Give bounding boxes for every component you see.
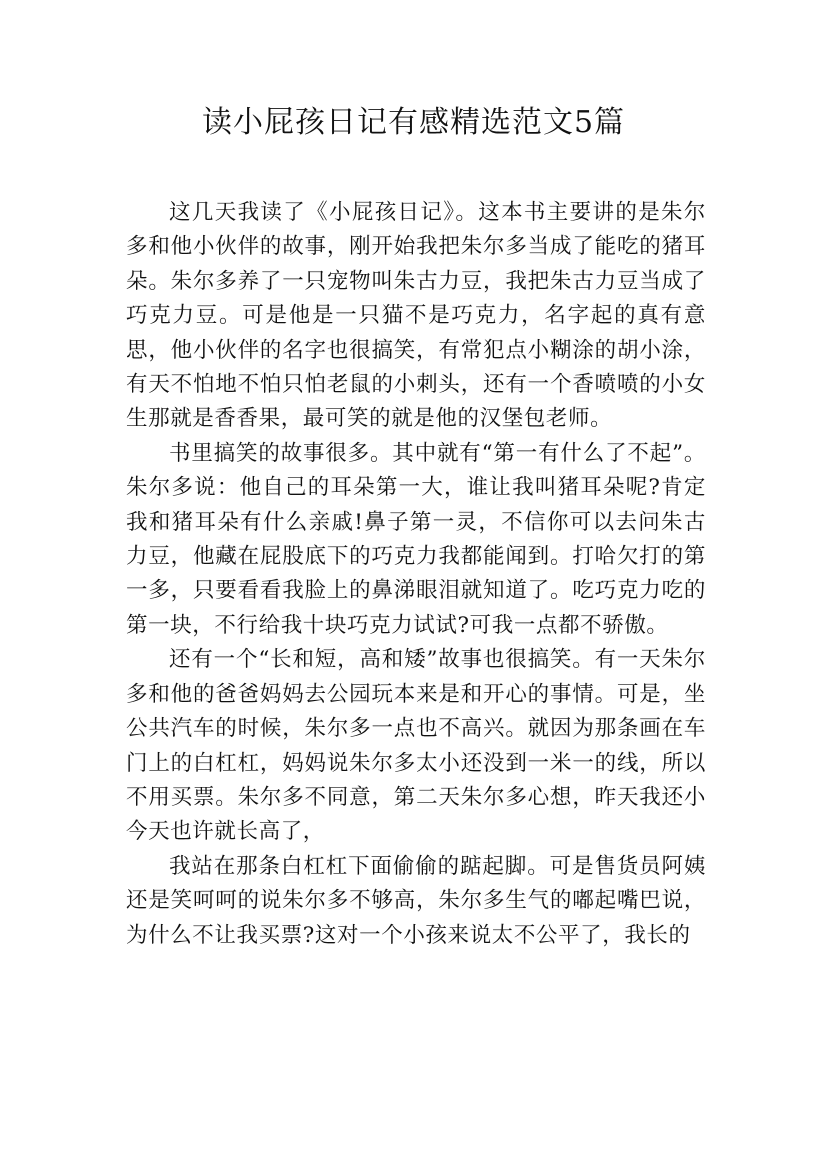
document-title: 读小屁孩日记有感精选范文5篇 (201, 105, 626, 140)
paragraph: 还有一个“长和短，高和矮”故事也很搞笑。有一天朱尔多和他的爸爸妈妈去公园玩本来是和开心的事情。可是，坐公共汽车的时候，朱尔多一点也不高兴。就因为那条画在车门上的白杠杠，妈妈说朱尔多太小还没到一米一的线，所以不用买票。朱尔多不同意，第二天朱尔多心想，昨天我还小今天也许就长高了， (126, 647, 706, 845)
paragraph: 这几天我读了《小屁孩日记》。这本书主要讲的是朱尔多和他小伙伴的故事，刚开始我把朱尔多当成了能吃的猪耳朵。朱尔多养了一只宠物叫朱古力豆，我把朱古力豆当成了巧克力豆。可是他是一只猫不是巧克力，名字起的真有意思，他小伙伴的名字也很搞笑，有常犯点小糊涂的胡小涂，有天不怕地不怕只怕老鼠的小刺头，还有一个香喷喷的小女生那就是香香果，最可笑的就是他的汉堡包老师。 (126, 200, 706, 432)
paragraph: 书里搞笑的故事很多。其中就有“第一有什么了不起”。朱尔多说：他自己的耳朵第一大，谁让我叫猪耳朵呢?肯定我和猪耳朵有什么亲戚!鼻子第一灵，不信你可以去问朱古力豆，他藏在屁股底下的巧克力我都能闻到。打哈欠打的第一多，只要看看我脸上的鼻涕眼泪就知道了。吃巧克力吃的第一块，不行给我十块巧克力试试?可我一点都不骄傲。 (126, 440, 706, 638)
document-body (126, 196, 706, 953)
paragraph: 我站在那条白杠杠下面偷偷的踮起脚。可是售货员阿姨还是笑呵呵的说朱尔多不够高，朱尔多生气的嘟起嘴巴说，为什么不让我买票?这对一个小孩来说太不公平了，我长的 (126, 853, 706, 948)
